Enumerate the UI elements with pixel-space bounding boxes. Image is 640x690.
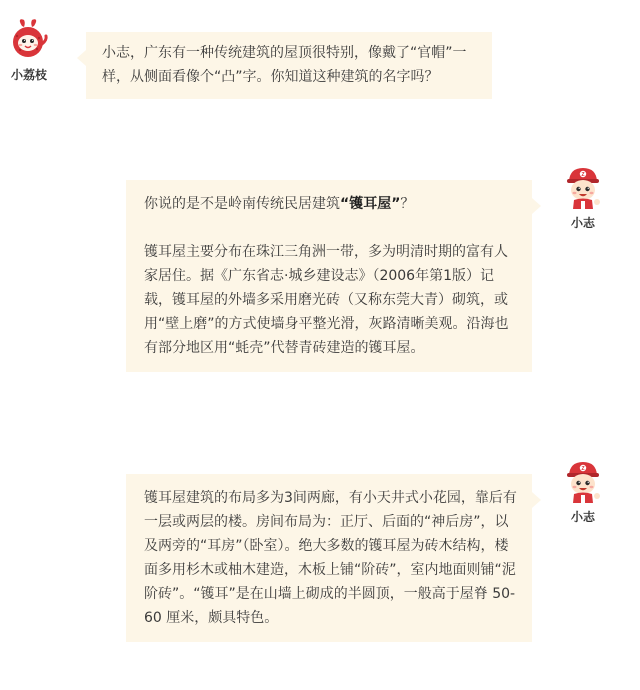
bubble-tail <box>532 198 541 214</box>
zhi-name: 小志 <box>570 510 595 524</box>
message-text-prefix: 你说的是不是岭南传统民居建筑 <box>144 196 340 212</box>
message-paragraph-explanation: 镬耳屋主要分布在珠江三角洲一带，多为明清时期的富有人家居住。据《广东省志·城乡建设志》（2006年第1版）记载，镬耳屋的外墙多采用磨光砖（又称东莞大青）砌筑，或用“壁上磨”的方式使墙身平整光滑，灰路清晰美观。沿海也有部分地区用“蚝壳”代替青砖建造的镬耳屋。 <box>144 244 509 356</box>
zhi-avatar <box>552 458 614 525</box>
message-bubble-zhi <box>126 180 532 372</box>
zhi-avatar <box>552 164 614 231</box>
bubble-tail <box>77 50 86 66</box>
bubble-tail <box>532 492 541 508</box>
message-bubble-lychee <box>86 32 492 99</box>
message-text: 镬耳屋建筑的布局多为3间两廊，有小天井式小花园，靠后有一层或两层的楼。房间布局为：正厅、后面的“神后房”，以及两旁的“耳房”（卧室）。绝大多数的镬耳屋为砖木结构，楼面多用杉木或柚木建造，木板上铺“阶砖”，室内地面则铺“泥阶砖”。“镬耳”是在山墙上砌成的半圆顶，一般高于屋脊 50-60 厘米，颇具特色。 <box>144 490 517 626</box>
zhi-name: 小志 <box>570 216 595 230</box>
lychee-avatar <box>6 18 52 83</box>
zhi-character-icon <box>562 458 604 504</box>
message-bubble-zhi <box>126 474 532 642</box>
message-text: 小志，广东有一种传统建筑的屋顶很特别，像戴了“官帽”一样，从侧面看像个“凸”字。你知道这种建筑的名字吗？ <box>102 45 467 85</box>
svg-text:Z: Z <box>581 172 585 179</box>
message-paragraph-question <box>144 192 518 216</box>
svg-text:Z: Z <box>581 466 585 473</box>
lychee-character-icon <box>8 18 50 62</box>
message-text-suffix: ？ <box>400 196 415 212</box>
lychee-name: 小荔枝 <box>10 68 47 82</box>
zhi-character-icon <box>562 164 604 210</box>
building-name-highlight: “镬耳屋” <box>340 196 401 212</box>
